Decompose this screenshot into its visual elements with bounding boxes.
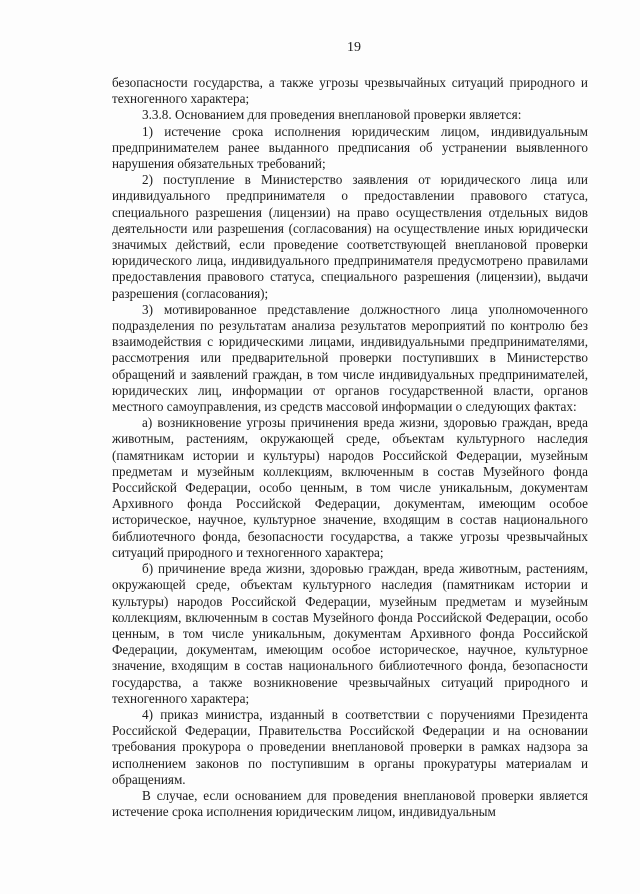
paragraph: В случае, если основанием для проведения внеплановой проверки является истечение срока исполнения юридическим лицом, индивидуальным [112, 787, 588, 820]
paragraph: 2) поступление в Министерство заявления от юридического лица или индивидуального предпринимателя о предоставлении правового статуса, специального разрешения (лицензии) на право осуществления отдельных видов деятельности или разрешения (согласования) на осуществление иных юридически значимых действий, если проведение соответствующей внеплановой проверки юридического лица, индивидуального предпринимателя предусмотрено правилами предоставления правового статуса, специального разрешения (лицензии), выдачи разрешения (согласования); [112, 172, 588, 301]
document-body [112, 75, 588, 820]
page-number: 19 [347, 40, 361, 55]
document-page [112, 40, 588, 820]
paragraph: 4) приказ министра, изданный в соответствии с поручениями Президента Российской Федерации, Правительства Российской Федерации и на основании требования прокурора о проведении внеплановой проверки в рамках надзора за исполнением законов по поступившим в органы прокуратуры материалам и обращениям. [112, 706, 588, 787]
paragraph: а) возникновение угрозы причинения вреда жизни, здоровью граждан, вреда животным, растениям, окружающей среде, объектам культурного наследия (памятникам истории и культуры) народов Российской Федерации, музейным предметам и музейным коллекциям, включенным в состав Музейного фонда Российской Федерации, особо ценным, в том числе уникальным, документам Архивного фонда Российской Федерации, документам, имеющим особое историческое, научное, культурное значение, входящим в состав национального библиотечного фонда, безопасности государства, а также угрозы чрезвычайных ситуаций природного и техногенного характера; [112, 415, 588, 560]
paragraph: безопасности государства, а также угрозы чрезвычайных ситуаций природного и техногенного характера; [112, 75, 588, 107]
paragraph: 3) мотивированное представление должностного лица уполномоченного подразделения по результатам анализа результатов мероприятий по контролю без взаимодействия с юридическими лицами, индивидуальными предпринимателями, рассмотрения или предварительной проверки поступивших в Министерство обращений и заявлений граждан, в том числе индивидуальных предпринимателей, юридических лиц, информации от органов государственной власти, органов местного самоуправления, из средств массовой информации о следующих фактах: [112, 301, 588, 415]
paragraph: 1) истечение срока исполнения юридическим лицом, индивидуальным предпринимателем ранее выданного предписания об устранении выявленного нарушения обязательных требований; [112, 123, 588, 172]
paragraph: 3.3.8. Основанием для проведения внеплановой проверки является: [142, 107, 522, 123]
paragraph: б) причинение вреда жизни, здоровью граждан, вреда животным, растениям, окружающей среде, объектам культурного наследия (памятникам истории и культуры) народов Российской Федерации, музейным предметам и музейным коллекциям, включенным в состав Музейного фонда Российской Федерации, особо ценным, в том числе уникальным, документам Архивного фонда Российской Федерации, документам, имеющим особое историческое, научное, культурное значение, входящим в состав национального библиотечного фонда, безопасности государства, а также возникновение чрезвычайных ситуаций природного и техногенного характера; [112, 561, 588, 706]
